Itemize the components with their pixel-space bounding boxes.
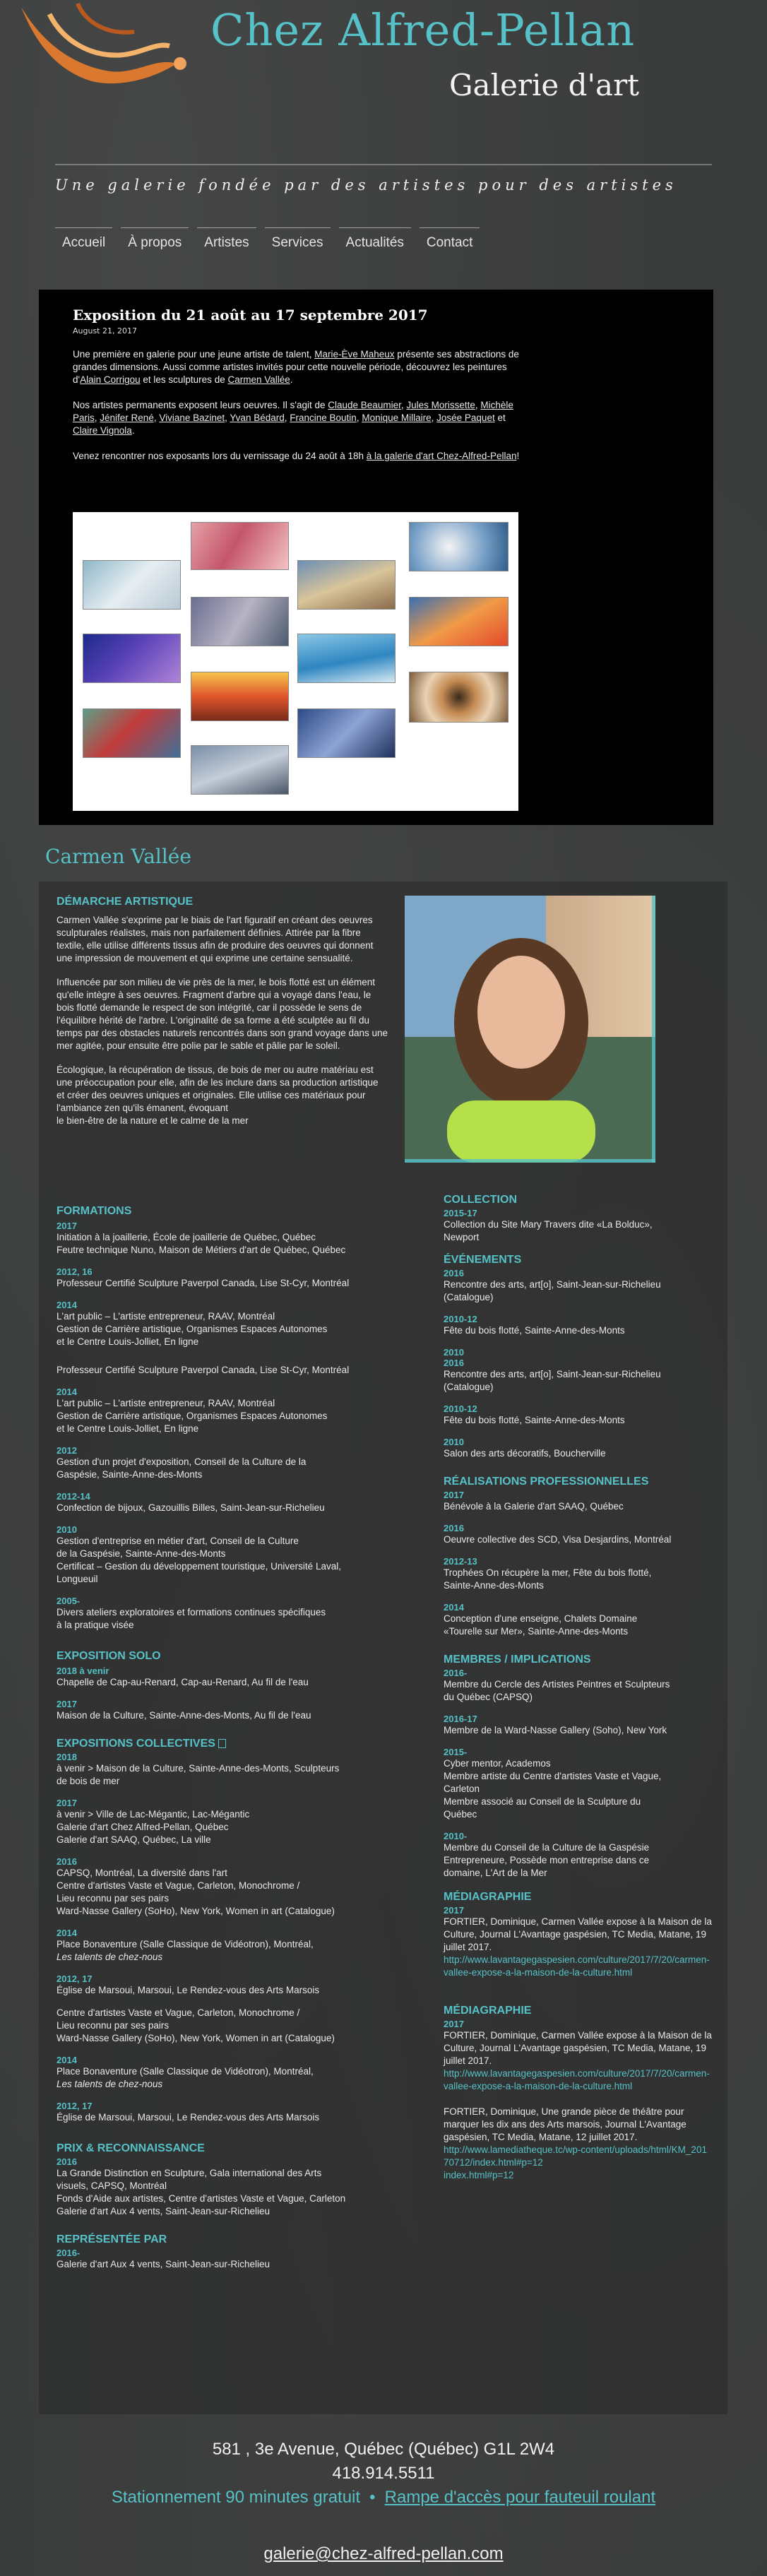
entry-year: 2012, 16 bbox=[57, 1266, 93, 1277]
entry-line: Les talents de chez-nous bbox=[57, 1952, 163, 1962]
solo-entry bbox=[57, 1699, 410, 1722]
entry-line: Oeuvre collective des SCD, Visa Desjardins, Montréal bbox=[444, 1534, 672, 1545]
entry-year: 2010- bbox=[444, 1831, 468, 1841]
section-heading: MÉDIAGRAPHIE bbox=[444, 1891, 532, 1903]
artist-link-vallee[interactable]: Carmen Vallée bbox=[227, 374, 290, 385]
formation-entry bbox=[57, 1266, 410, 1290]
entry-line: visuels, CAPSQ, Montréal bbox=[57, 2180, 167, 2191]
section-heading: COLLECTION bbox=[444, 1194, 517, 1206]
artist-link[interactable]: Monique Millaire bbox=[362, 412, 432, 423]
artist-portrait bbox=[405, 896, 655, 1163]
collective-entry bbox=[57, 2101, 410, 2124]
exhibition-title: Exposition du 21 août au 17 septembre 2017 bbox=[73, 307, 428, 324]
artist-link[interactable]: Jénifer René bbox=[100, 412, 154, 423]
formation-entry bbox=[57, 1596, 410, 1632]
section-heading: RÉALISATIONS PROFESSIONNELLES bbox=[444, 1476, 649, 1488]
entry-line: L'art public – L'artiste entrepreneur, RAAV, Montréal bbox=[57, 1311, 275, 1322]
formation-entry bbox=[57, 1364, 410, 1377]
entry-line: Gestion de Carrière artistique, Organismes Espaces Autonomes bbox=[57, 1324, 328, 1334]
entry-year: 2010 bbox=[444, 1347, 464, 1358]
footer-parking: Stationnement 90 minutes gratuit bbox=[111, 2488, 361, 2507]
demarche-section bbox=[57, 896, 388, 1127]
demarche-paragraph: Carmen Vallée s'exprime par le biais de l'art figuratif en créant des oeuvres sculpturales réalistes, mais non parfaitement définies. Attirée par la fibre textile, elle utilise différents tissus afin de produire des oeuvres qui donnent une impression de mouvement et qui exprime une certaine sensualité. bbox=[57, 915, 374, 963]
entry-year: 2015- bbox=[444, 1747, 468, 1757]
entry-line: Place Bonaventure (Salle Classique de Vidéotron), Montréal, bbox=[57, 2066, 314, 2077]
entry-line: Gestion de Carrière artistique, Organismes Espaces Autonomes bbox=[57, 1411, 328, 1421]
entry-line: (Catalogue) bbox=[444, 1382, 494, 1392]
entry-line: (Catalogue) bbox=[444, 1292, 494, 1302]
artist-name: Carmen Vallée bbox=[45, 845, 191, 868]
entry-year: 2012 bbox=[57, 1445, 77, 1456]
entry-year: 2016 bbox=[444, 1358, 464, 1368]
entry-line: Gestion d'un projet d'exposition, Conseil de la Culture de la bbox=[57, 1456, 307, 1467]
collection-entry bbox=[444, 1208, 712, 1244]
artwork-thumbnail[interactable] bbox=[191, 597, 289, 646]
entry-line: Trophées On récupère la mer, Fête du bois flotté, bbox=[444, 1567, 652, 1578]
exhibition-paragraph-1 bbox=[73, 348, 525, 386]
exhibition-panel bbox=[39, 290, 713, 825]
membre-entry bbox=[444, 1668, 712, 1704]
entry-line: Professeur Certifié Sculpture Paverpol Canada, Lise St-Cyr, Montréal bbox=[57, 1278, 350, 1288]
entry-line: Collection du Site Mary Travers dite «La Bolduc», bbox=[444, 1219, 653, 1230]
entry-line: Maison de la Culture, Sainte-Anne-des-Monts, Au fil de l'eau bbox=[57, 1710, 311, 1721]
entry-year: 2016 bbox=[57, 1856, 77, 1867]
footer-services bbox=[0, 2488, 767, 2507]
site-tagline: Une galerie fondée par des artistes pour des artistes bbox=[55, 177, 677, 194]
artist-link[interactable]: Josée Paquet bbox=[436, 412, 495, 423]
entry-year: 2010-12 bbox=[444, 1403, 477, 1414]
event-entry bbox=[444, 1403, 712, 1427]
nav-item-services[interactable]: Services bbox=[265, 227, 331, 255]
section-heading: MÉDIAGRAPHIE bbox=[444, 2005, 532, 2017]
entry-line: CAPSQ, Montréal, La diversité dans l'art bbox=[57, 1868, 227, 1878]
entry-line: et le Centre Louis-Jolliet, En ligne bbox=[57, 1423, 199, 1434]
entry-year: 2005- bbox=[57, 1596, 81, 1606]
main-nav bbox=[55, 227, 480, 255]
membre-entry bbox=[444, 1831, 712, 1880]
entry-year: 2012-13 bbox=[444, 1556, 477, 1567]
artist-link[interactable]: Viviane Bazinet bbox=[159, 412, 225, 423]
entry-line: Membre du Conseil de la Culture de la Gaspésie bbox=[444, 1842, 650, 1853]
entry-year: 2018 à venir bbox=[57, 1666, 109, 1676]
section-heading: ÉVÉNEMENTS bbox=[444, 1254, 522, 1266]
entry-line: Galerie d'art Chez Alfred-Pellan, Québec bbox=[57, 1822, 229, 1832]
formation-entry bbox=[57, 1491, 410, 1514]
entry-line: du Québec (CAPSQ) bbox=[444, 1692, 533, 1702]
collective-entry bbox=[57, 1856, 410, 1918]
entry-line: Newport bbox=[444, 1232, 480, 1242]
entry-line: Certificat – Gestion du développement touristique, Université Laval, bbox=[57, 1561, 341, 1572]
nav-item-artistes[interactable]: Artistes bbox=[197, 227, 256, 255]
entry-year: 2017 bbox=[444, 1905, 464, 1916]
section-heading: DÉMARCHE ARTISTIQUE bbox=[57, 896, 194, 908]
entry-year: 2015-17 bbox=[444, 1208, 477, 1218]
entry-line: Salon des arts décoratifs, Boucherville bbox=[444, 1448, 606, 1459]
entry-year: 2017 bbox=[444, 2019, 464, 2029]
entry-year: 2010 bbox=[57, 1524, 77, 1535]
solo-entry bbox=[57, 1666, 410, 1689]
event-entry bbox=[444, 1268, 712, 1304]
site-title[interactable]: Chez Alfred-Pellan bbox=[210, 4, 636, 56]
entry-line: Gestion d'entreprise en métier d'art, Conseil de la Culture bbox=[57, 1536, 299, 1546]
logo-swirl-icon bbox=[14, 0, 198, 92]
entry-line: Ward-Nasse Gallery (SoHo), New York, Women in art (Catalogue) bbox=[57, 1906, 335, 1916]
membre-entry bbox=[444, 1714, 712, 1737]
membre-entry bbox=[444, 1747, 712, 1821]
artist-link-corrigou[interactable]: Alain Corrigou bbox=[80, 374, 141, 385]
entry-line: Membre de la Ward-Nasse Gallery (Soho), New York bbox=[444, 1725, 667, 1735]
entry-year: 2016-17 bbox=[444, 1714, 477, 1724]
collective-entry bbox=[57, 1752, 410, 1788]
entry-year: 2014 bbox=[57, 2055, 77, 2065]
text-fragment: Nos artistes permanents exposent leurs oeuvres. Il s'agit de bbox=[73, 400, 328, 410]
text-fragment: et les sculptures de bbox=[140, 374, 228, 385]
entry-line: Professeur Certifié Sculpture Paverpol Canada, Lise St-Cyr, Montréal bbox=[57, 1365, 350, 1375]
collective-entry bbox=[57, 1973, 410, 1997]
entry-year: 2012, 17 bbox=[57, 2101, 93, 2111]
media-link[interactable]: http://www.lamediatheque.tc/wp-content/uploads/html/KM_20170712/index.html#p=12 bbox=[444, 2144, 707, 2168]
gallery-link[interactable]: à la galerie d'art Chez-Alfred-Pellan bbox=[366, 451, 517, 461]
nav-item-a-propos[interactable]: À propos bbox=[121, 227, 189, 255]
artwork-thumbnail[interactable] bbox=[297, 708, 396, 758]
site-footer bbox=[0, 2423, 767, 2576]
entry-year: 2016 bbox=[444, 1268, 464, 1278]
representee-entry bbox=[57, 2248, 410, 2271]
entry-line: Divers ateliers exploratoires et formations continues spécifiques bbox=[57, 1607, 326, 1618]
collective-entry bbox=[57, 1798, 410, 1846]
entry-line: Galerie d'art SAAQ, Québec, La ville bbox=[57, 1834, 211, 1845]
entry-line: Conception d'une enseigne, Chalets Domaine bbox=[444, 1613, 638, 1624]
section-heading: REPRÉSENTÉE PAR bbox=[57, 2233, 167, 2245]
realisation-entry bbox=[444, 1602, 712, 1638]
media-link[interactable]: index.html#p=12 bbox=[444, 2170, 514, 2180]
footer-email-link[interactable]: galerie@chez-alfred-pellan.com bbox=[263, 2544, 504, 2563]
entry-line: Québec bbox=[444, 1809, 477, 1820]
entry-line: de bois de mer bbox=[57, 1776, 120, 1786]
footer-separator: • bbox=[369, 2488, 376, 2507]
realisation-entry bbox=[444, 1523, 712, 1546]
entry-line: Centre d'artistes Vaste et Vague, Carleton, Monochrome / bbox=[57, 1880, 300, 1891]
entry-line: Entrepreneure, Possède mon entreprise dans ce bbox=[444, 1855, 650, 1865]
entry-line: à venir > Ville de Lac-Mégantic, Lac-Mégantic bbox=[57, 1809, 250, 1820]
artist-link[interactable]: Jules Morissette bbox=[406, 400, 475, 410]
artist-link[interactable]: Yvan Bédard bbox=[230, 412, 285, 423]
tagline-divider bbox=[55, 164, 712, 165]
media-citation: FORTIER, Dominique, Carmen Vallée expose à la Maison de la Culture, Journal L'Avantage gaspésien, TC Media, Matane, 19 juillet 2017. bbox=[444, 2030, 712, 2066]
entry-line: Membre du Cercle des Artistes Peintres et Sculpteurs bbox=[444, 1679, 670, 1690]
entry-year: 2018 bbox=[57, 1752, 77, 1762]
entry-line: domaine, L'Art de la Mer bbox=[444, 1868, 547, 1878]
entry-line: Membre associé au Conseil de la Sculpture du bbox=[444, 1796, 641, 1807]
entry-line: Galerie d'art Aux 4 vents, Saint-Jean-sur-Richelieu bbox=[57, 2259, 270, 2269]
nav-item-accueil[interactable]: Accueil bbox=[55, 227, 112, 255]
entry-line: Place Bonaventure (Salle Classique de Vidéotron), Montréal, bbox=[57, 1939, 314, 1949]
artist-link[interactable]: Michèle Paris bbox=[73, 400, 513, 423]
entry-year: 2014 bbox=[444, 1602, 464, 1613]
entry-line: à venir > Maison de la Culture, Sainte-Anne-des-Monts, Sculpteurs bbox=[57, 1763, 340, 1774]
media-link[interactable]: http://www.lavantagegaspesien.com/culture/2017/7/20/carmen-vallee-expose-a-la-maison-de-la-culture.html bbox=[444, 2068, 710, 2091]
media-citation: FORTIER, Dominique, Carmen Vallée expose à la Maison de la Culture, Journal L'Avantage gaspésien, TC Media, Matane, 19 juillet 2017. bbox=[444, 1916, 712, 1952]
entry-year: 2016 bbox=[444, 1523, 464, 1533]
entry-year: 2016 bbox=[57, 2156, 77, 2167]
entry-line: L'art public – L'artiste entrepreneur, RAAV, Montréal bbox=[57, 1398, 275, 1408]
entry-year: 2012, 17 bbox=[57, 1973, 93, 1984]
footer-ramp-link[interactable]: Rampe d'accès pour fauteuil roulant bbox=[384, 2488, 656, 2507]
exhibition-paragraph-3 bbox=[73, 450, 525, 463]
section-heading: FORMATIONS bbox=[57, 1205, 132, 1217]
entry-line: Église de Marsoui, Marsoui, Le Rendez-vous des Arts Marsois bbox=[57, 2112, 320, 2123]
entry-line: Gaspésie, Sainte-Anne-des-Monts bbox=[57, 1469, 203, 1480]
entry-year: 2010 bbox=[444, 1437, 464, 1447]
footer-address: 581 , 3e Avenue, Québec (Québec) G1L 2W4 bbox=[212, 2440, 555, 2459]
artwork-thumbnail[interactable] bbox=[191, 672, 289, 721]
artwork-thumbnail[interactable] bbox=[191, 522, 289, 570]
artwork-thumbnail[interactable] bbox=[297, 560, 396, 610]
entry-line: Confection de bijoux, Gazouillis Billes, Saint-Jean-sur-Richelieu bbox=[57, 1502, 325, 1513]
formation-entry bbox=[57, 1524, 410, 1586]
entry-line: Bénévole à la Galerie d'art SAAQ, Québec bbox=[444, 1501, 624, 1512]
exhibition-paragraph-2: Nos artistes permanents exposent leurs oeuvres. Il s'agit de Claude Beaumier, Jules Morissette, Michèle Paris, Jénifer René, Viviane Bazinet, Yvan Bédard, Francine Boutin, Monique Millaire, Josée Paquet et Claire Vignola. bbox=[73, 400, 513, 436]
artist-link[interactable]: Francine Boutin bbox=[290, 412, 357, 423]
text-fragment: ! bbox=[516, 451, 520, 461]
artwork-thumbnail[interactable] bbox=[409, 672, 509, 723]
event-entry bbox=[444, 1314, 712, 1337]
artwork-thumbnail[interactable] bbox=[83, 708, 181, 758]
artwork-thumbnail[interactable] bbox=[191, 745, 289, 795]
entry-year: 2016- bbox=[57, 2248, 81, 2258]
footer-phone[interactable]: 418.914.5511 bbox=[332, 2464, 435, 2483]
text-fragment: et bbox=[494, 412, 506, 423]
entry-line: Les talents de chez-nous bbox=[57, 2079, 163, 2089]
demarche-paragraph: le bien-être de la nature et le calme de la mer bbox=[57, 1115, 249, 1126]
event-entry bbox=[444, 1358, 712, 1394]
text-fragment: . bbox=[290, 374, 293, 385]
text-fragment: présente ses abstractions de grandes dimensions. Aussi comme artistes invités pour cette nouvelle période, découvrez les peintures d' bbox=[73, 349, 519, 385]
text-fragment: Une première en galerie pour une jeune artiste de talent, bbox=[73, 349, 315, 360]
realisation-entry bbox=[444, 1490, 712, 1513]
artist-link-maheux[interactable]: Marie-Ève Maheux bbox=[314, 349, 395, 360]
entry-line: Longueuil bbox=[57, 1574, 98, 1584]
formation-entry bbox=[57, 1387, 410, 1435]
nav-item-contact[interactable]: Contact bbox=[420, 227, 480, 255]
entry-year: 2016- bbox=[444, 1668, 468, 1678]
entry-line: Membre artiste du Centre d'artistes Vaste et Vague, bbox=[444, 1771, 662, 1781]
formation-entry bbox=[57, 1221, 410, 1257]
section-heading: MEMBRES / IMPLICATIONS bbox=[444, 1654, 591, 1666]
media-entry bbox=[444, 2019, 712, 2182]
entry-line: Feutre technique Nuno, Maison de Métiers d'art de Québec, Québec bbox=[57, 1245, 346, 1255]
entry-line: et le Centre Louis-Jolliet, En ligne bbox=[57, 1336, 199, 1347]
exhibition-date: August 21, 2017 bbox=[73, 326, 137, 336]
entry-year: 2017 bbox=[57, 1221, 77, 1231]
site-header bbox=[0, 0, 767, 268]
event-entry bbox=[444, 1437, 712, 1460]
formation-entry bbox=[57, 1445, 410, 1481]
entry-line: Fête du bois flotté, Sainte-Anne-des-Monts bbox=[444, 1325, 625, 1336]
nav-item-actualites[interactable]: Actualités bbox=[339, 227, 411, 255]
entry-line: Ward-Nasse Gallery (SoHo), New York, Women in art (Catalogue) bbox=[57, 2033, 335, 2043]
entry-year: 2017 bbox=[57, 1798, 77, 1808]
media-link[interactable]: http://www.lavantagegaspesien.com/culture/2017/7/20/carmen-vallee-expose-a-la-maison-de-la-culture.html bbox=[444, 1954, 710, 1978]
entry-line: à la pratique visée bbox=[57, 1620, 134, 1630]
section-heading bbox=[57, 1738, 410, 1750]
entry-line: Lieu reconnu par ses pairs bbox=[57, 2020, 170, 2031]
entry-line: La Grande Distinction en Sculpture, Gala international des Arts bbox=[57, 2168, 322, 2178]
artwork-thumbnail[interactable] bbox=[83, 560, 181, 610]
section-heading-text: EXPOSITIONS COLLECTIVES bbox=[57, 1738, 215, 1750]
entry-line: Fonds d'Aide aux artistes, Centre d'artistes Vaste et Vague, Carleton bbox=[57, 2193, 346, 2204]
entry-line: Initiation à la joaillerie, École de joaillerie de Québec, Québec bbox=[57, 1232, 316, 1242]
entry-year: 2014 bbox=[57, 1387, 77, 1397]
formation-entry bbox=[57, 1300, 410, 1348]
artist-link[interactable]: Claire Vignola bbox=[73, 425, 132, 436]
artwork-thumbnail[interactable] bbox=[83, 634, 181, 683]
collective-entry bbox=[57, 2007, 410, 2045]
prix-entry bbox=[57, 2156, 410, 2218]
footer-email-row bbox=[0, 2544, 767, 2564]
demarche-paragraph: Influencée par son milieu de vie près de la mer, le bois flotté est un élément qu'elle intègre à ses oeuvres. Fragment d'arbre qui a voyagé dans l'eau, le bois flotté demande le respect de son intégrité, car il possède le sens de l'équilibre hérité de l'arbre. L'originalité de sa forme a été sculptée au fil du temps par des obstacles naturels rencontrés dans son grand voyage dans une mer agitée, pour ensuite être polie par le sable et pâlie par le soleil. bbox=[57, 977, 388, 1051]
media-entry bbox=[444, 1905, 712, 1979]
entry-line: Fête du bois flotté, Sainte-Anne-des-Monts bbox=[444, 1415, 625, 1425]
entry-line: de la Gaspésie, Sainte-Anne-des-Monts bbox=[57, 1548, 226, 1559]
entry-line: Galerie d'art Aux 4 vents, Saint-Jean-sur-Richelieu bbox=[57, 2206, 270, 2216]
artwork-thumbnail[interactable] bbox=[297, 634, 396, 683]
text-fragment: Venez rencontrer nos exposants lors du vernissage du 24 août à 18h bbox=[73, 451, 367, 461]
entry-year: 2017 bbox=[444, 1490, 464, 1500]
entry-line: Chapelle de Cap-au-Renard, Cap-au-Renard, Au fil de l'eau bbox=[57, 1677, 309, 1687]
entry-year: 2014 bbox=[57, 1300, 77, 1310]
entry-line: Rencontre des arts, art[o], Saint-Jean-sur-Richelieu bbox=[444, 1369, 661, 1379]
section-heading: EXPOSITION SOLO bbox=[57, 1650, 161, 1662]
section-heading: PRIX & RECONNAISSANCE bbox=[57, 2142, 205, 2154]
artwork-gallery bbox=[73, 512, 518, 811]
media-citation: FORTIER, Dominique, Une grande pièce de théâtre pour marquer les dix ans des Arts marsois, Journal L'Avantage gaspésien, TC Media, Matane, 12 juillet 2017. bbox=[444, 2106, 686, 2142]
entry-line: Lieu reconnu par ses pairs bbox=[57, 1893, 170, 1904]
artwork-thumbnail[interactable] bbox=[409, 522, 509, 571]
entry-line: «Tourelle sur Mer», Sainte-Anne-des-Monts bbox=[444, 1626, 629, 1637]
right-column bbox=[444, 1194, 712, 2182]
entry-line: Cyber mentor, Academos bbox=[444, 1758, 551, 1769]
external-link-icon[interactable] bbox=[218, 1739, 226, 1748]
entry-year: 2010-12 bbox=[444, 1314, 477, 1324]
collective-entry bbox=[57, 2055, 410, 2091]
formations-section bbox=[57, 1205, 410, 2271]
artwork-thumbnail[interactable] bbox=[409, 597, 509, 646]
entry-line: Église de Marsoui, Marsoui, Le Rendez-vous des Arts Marsois bbox=[57, 1985, 320, 1995]
entry-line: Centre d'artistes Vaste et Vague, Carleton, Monochrome / bbox=[57, 2007, 300, 2018]
entry-line: Carleton bbox=[444, 1783, 480, 1794]
realisation-entry bbox=[444, 1556, 712, 1592]
artist-link[interactable]: Claude Beaumier bbox=[328, 400, 401, 410]
event-entry bbox=[444, 1347, 712, 1358]
site-subtitle: Galerie d'art bbox=[449, 68, 640, 102]
entry-year: 2014 bbox=[57, 1928, 77, 1938]
demarche-paragraph: Écologique, la récupération de tissus, de bois de mer ou autre matériau est une préoccupation pour elle, afin de les inclure dans sa production artistique et créer des oeuvres uniques et originales. Elle utilise ces matériaux pour l'ambiance zen qu'ils émanent, évoquant bbox=[57, 1064, 379, 1113]
entry-year: 2012-14 bbox=[57, 1491, 90, 1502]
collective-entry bbox=[57, 1928, 410, 1964]
entry-line: Rencontre des arts, art[o], Saint-Jean-sur-Richelieu bbox=[444, 1279, 661, 1290]
entry-year: 2017 bbox=[57, 1699, 77, 1709]
exhibition-article bbox=[73, 307, 525, 463]
entry-line: Sainte-Anne-des-Monts bbox=[444, 1580, 544, 1591]
